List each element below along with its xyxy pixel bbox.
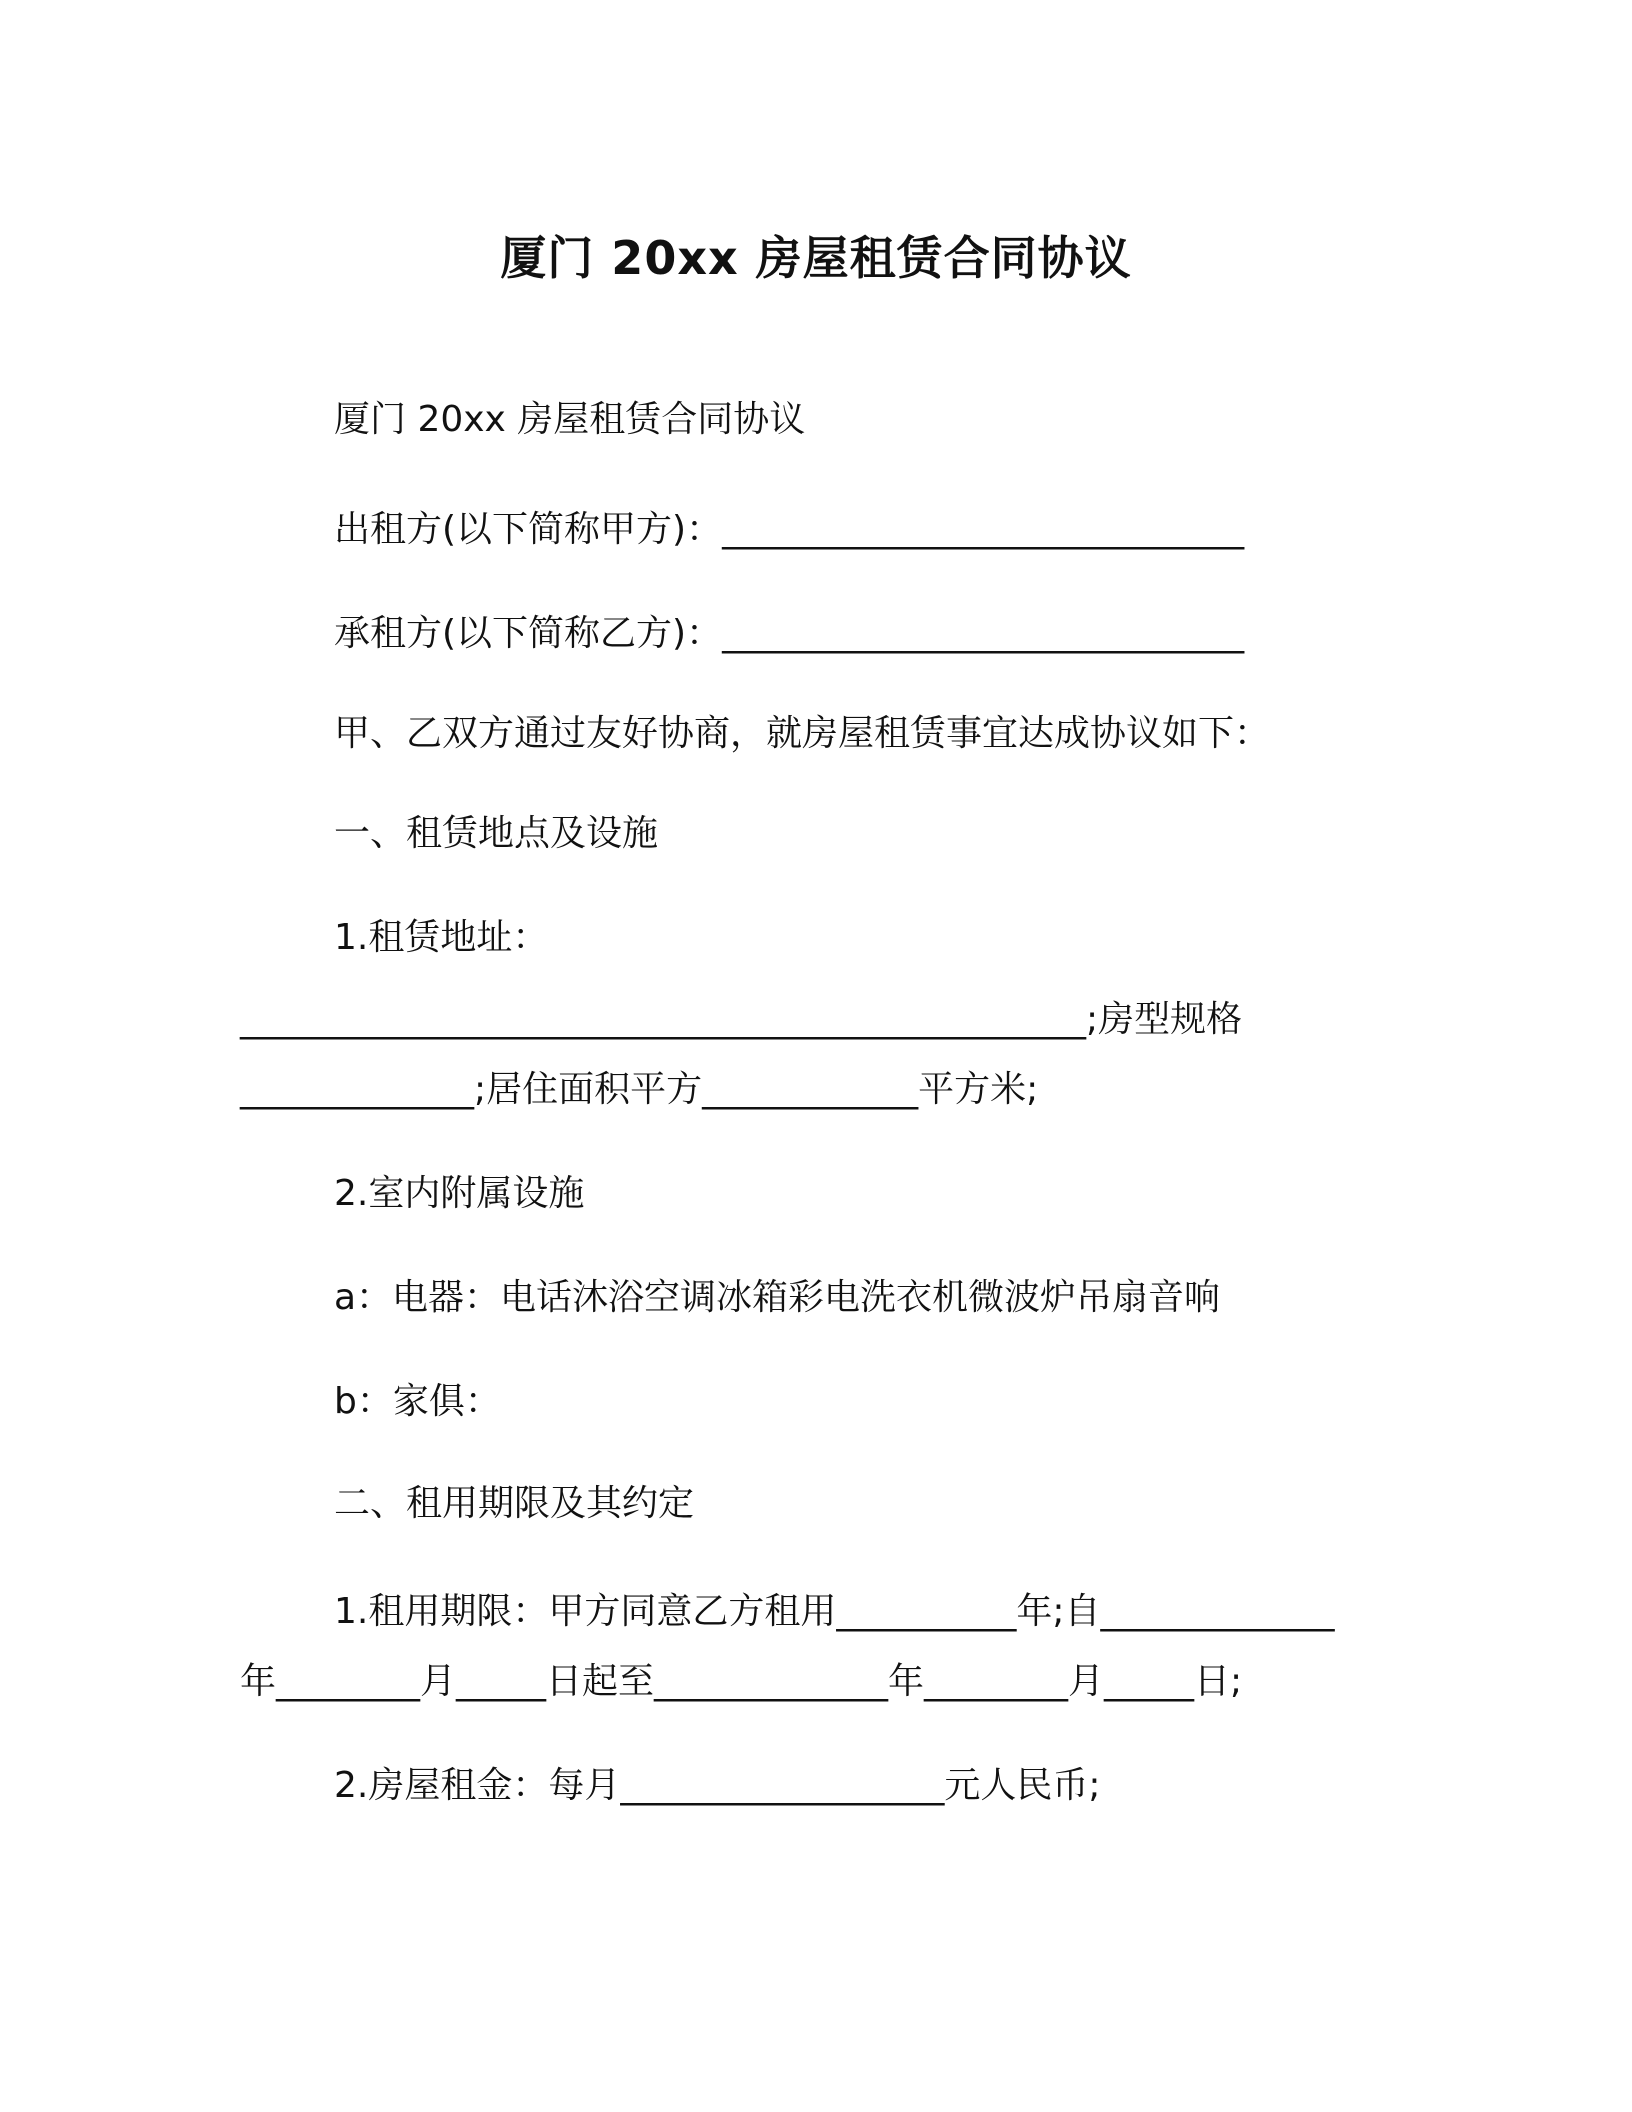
lessee-line: 承租方(以下简称乙方)：_____________________________ [334, 613, 1245, 654]
rental-address-label: 1.租赁地址： [334, 917, 549, 958]
facilities-heading: 2.室内附属设施 [334, 1173, 585, 1214]
rent-line: 2.房屋租金：每月__________________元人民币; [334, 1765, 1101, 1806]
subtitle-line: 厦门 20xx 房屋租赁合同协议 [334, 399, 806, 440]
document-title: 厦门 20xx 房屋租赁合同协议 [500, 231, 1132, 285]
section-2-heading: 二、租用期限及其约定 [334, 1483, 695, 1524]
lessor-line: 出租方(以下简称甲方)：_____________________________ [334, 509, 1245, 550]
area-line: _____________;居住面积平方____________平方米; [240, 1069, 1039, 1110]
agreement-intro-line: 甲、乙双方通过友好协商，就房屋租赁事宜达成协议如下： [334, 713, 1271, 754]
section-1-heading: 一、租赁地点及设施 [334, 813, 659, 854]
address-blank-line: _______________________________________________;房型规格 [240, 999, 1243, 1040]
lease-term-line: 1.租用期限：甲方同意乙方租用__________年;自_____________ [334, 1591, 1335, 1632]
appliances-line: a：电器：电话沐浴空调冰箱彩电洗衣机微波炉吊扇音响 [334, 1277, 1221, 1318]
lease-dates-line: 年________月_____日起至_____________年________月_____日; [240, 1661, 1243, 1702]
furniture-line: b：家俱： [334, 1381, 501, 1422]
